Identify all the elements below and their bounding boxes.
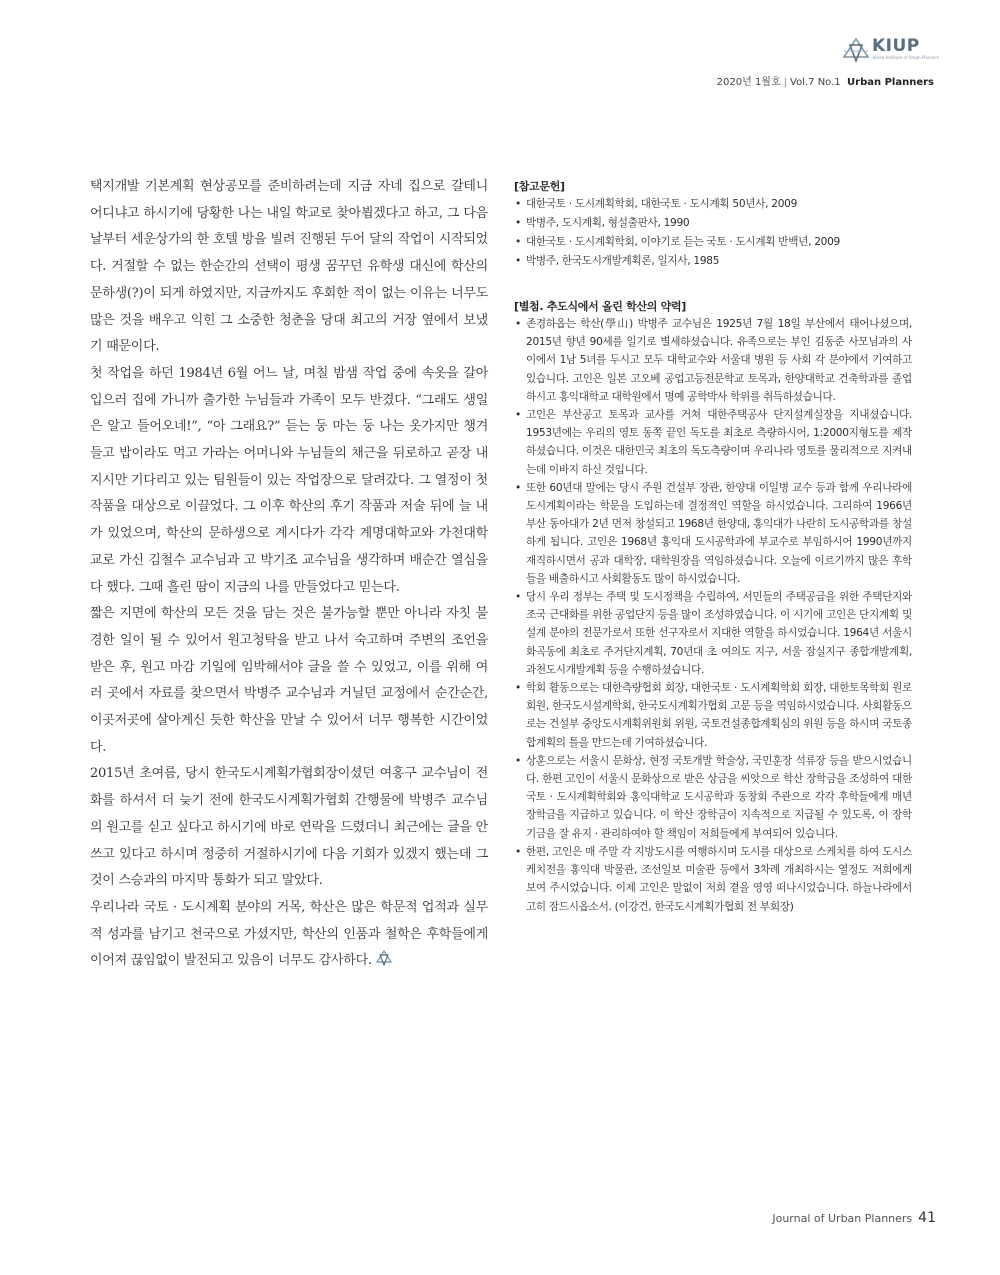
magazine-name: Urban Planners	[847, 77, 934, 88]
body-paragraph-last	[90, 895, 488, 975]
issue-date: 2020년 1월호	[716, 77, 781, 88]
biography-item: • 또한 60년대 말에는 당시 주원 건설부 장관, 한양대 이일병 교수 등과 함께 우리나라에 도시계획이라는 학문을 도입하는데 결정적인 역할을 하시었습니다. 그리하여 1966년 부산 동아대가 2년 먼저 창설되고 1968년 한양대, 홍익대가 나란히 도시공학과를 창설하게 됩니다. 고인은 1968년 홍익대 도시공학과에 부교수로 부임하시어 1990년까지 재직하시면서 공과 대학장, 대학원장을 역임하셨습니다. 오늘에 이르기까지 많은 후학들을 배출하시고 사회활동도 많이 하시었습니다.	[514, 479, 912, 588]
biography-list	[514, 315, 912, 916]
reference-item: • 박병주, 한국도시개발계획론, 일지사, 1985	[514, 252, 912, 271]
body-paragraph-text: 우리나라 국토 · 도시계획 분야의 거목, 학산은 많은 학문적 업적과 실무적 성과를 남기고 천국으로 가셨지만, 학산의 인품과 철학은 후학들에게 이어져 끊임없이 발전되고 있음이 너무도 감사하다.	[90, 899, 488, 969]
biography-item: • 한편, 고인은 매 주말 각 지방도시를 여행하시며 도시를 대상으로 스케치를 하여 도시스케치전을 홍익대 박물관, 조선일보 미술관 등에서 3차례 개최하시는 열정도 저희에게 보여 주시었습니다. 이제 고인은 말없이 저희 곁을 영영 떠나시었습니다. 하늘나라에서 고히 잠드시옵소서. (이강건, 한국도시계획가협회 전 부회장)	[514, 843, 912, 916]
body-paragraph: 2015년 초여름, 당시 한국도시계획가협회장이셨던 여홍구 교수님이 전화를 하셔서 더 늦기 전에 한국도시계획가협회 간행물에 박병주 교수님의 원고를 싣고 싶다고 하시기에 바로 연락을 드렸더니 최근에는 글을 안 쓰고 있다고 하시며 정중히 거절하시기에 다음 기회가 있겠지 했는데 그것이 스승과의 마지막 통화가 되고 말았다.	[90, 766, 488, 889]
page-number: 41	[918, 1210, 936, 1226]
sidebar-notes	[514, 178, 912, 916]
reference-item: • 박병주, 도시계획, 형설출판사, 1990	[514, 214, 912, 233]
kiup-end-mark-icon	[376, 950, 392, 966]
body-paragraph: 택지개발 기본계획 현상공모를 준비하려는데 지금 자네 집으로 갈테니 어디냐고 하시기에 당황한 나는 내일 학교로 찾아뵙겠다고 하고, 그 다음 날부터 세운상가의 한 호텔 방을 빌려 진행된 두어 달의 작업이 시작되었다. 거절할 수 없는 한순간의 선택이 평생 꿈꾸던 유학생 대신에 학산의 문하생(?)이 되게 하였지만, 지금까지도 후회한 적이 없는 이유는 너무도 많은 것을 배우고 익힌 그 소중한 청춘을 당대 최고의 거장 옆에서 보냈기 때문이다.	[90, 179, 488, 355]
journal-name: Journal of Urban Planners	[772, 1212, 913, 1225]
references-list	[514, 195, 912, 271]
biography-item: • 상훈으로는 서울시 문화상, 현정 국토개발 학술상, 국민훈장 석류장 등을 받으시었습니다. 한편 고인이 서울시 문화상으로 받은 상금을 씨앗으로 학산 장학금을 조성하여 대한국토 · 도시계획학회와 홍익대학교 도시공학과 동창회 주관으로 각각 후학들에게 매년 장학금을 지급하고 있습니다. 이 학산 장학금이 지속적으로 지급될 수 있도록, 이 장학기금을 잘 유지 · 관리하여야 할 책임이 저희들에게 부여되어 있습니다.	[514, 752, 912, 843]
article-body	[90, 174, 488, 975]
logo-text: KIUP	[872, 36, 920, 56]
biography-item: • 당시 우리 정부는 주택 및 도시정책을 수립하여, 서민들의 주택공급을 위한 주택단지와 조국 근대화를 위한 공업단지 등을 많이 조성하였습니다. 이 시기에 고인은 단지계획 및 설계 분야의 전문가로서 또한 선구자로서 지대한 역할을 하시었습니다. 1964년 서울시 화곡동에 최초로 주거단지계획, 70년대 초 여의도 지구, 서울 잠실지구 종합개발계획, 과천도시개발계획 등을 수행하셨습니다.	[514, 588, 912, 679]
biography-item: • 존경하옵는 학산(學山) 박병주 교수님은 1925년 7월 18일 부산에서 태어나셨으며, 2015년 향년 90세를 일기로 별세하셨습니다. 유족으로는 부인 김동준 사모님과의 사이에서 1남 5녀를 두시고 모두 대학교수와 서울대 병원 등 사회 각 분야에서 기여하고 있습니다. 고인은 일본 고오베 공업고등전문학교 토목과, 한양대학교 건축학과를 졸업하시고 홍익대학교 대학원에서 명예 공학박사 학위를 취득하셨습니다.	[514, 315, 912, 406]
body-paragraph: 첫 작업을 하던 1984년 6월 어느 날, 며칠 밤샘 작업 중에 속옷을 갈아입으러 집에 가니까 출가한 누님들과 가족이 모두 반겼다. “그래도 생일은 알고 들어오네!”, “아 그래요?” 듣는 둥 마는 둥 나는 옷가지만 챙겨 들고 밥이라도 먹고 가라는 어머니와 누님들의 채근을 뒤로하고 곧장 내 지시만 기다리고 있는 팀원들이 있는 작업장으로 달려갔다. 그 열정이 첫 작품을 대상으로 이끌었다. 그 이후 학산의 후기 작품과 저술 뒤에 늘 내가 있었으며, 학산의 문하생으로 계시다가 각각 계명대학교와 가천대학교로 가신 김철수 교수님과 고 박기조 교수님을 생각하며 배순간 열심을 다 했다. 그때 흘린 땀이 지금의 나를 만들었다고 믿는다.	[90, 365, 488, 595]
biography-heading: [별첨. 추도식에서 올린 학산의 약력]	[514, 300, 687, 313]
reference-item: • 대한국토 · 도시계획학회, 이야기로 듣는 국토 · 도시계획 반백년, 2009	[514, 233, 912, 252]
reference-item: • 대한국토 · 도시계획학회, 대한국토 · 도시계획 50년사, 2009	[514, 195, 912, 214]
references-heading: [참고문헌]	[514, 180, 565, 193]
page-footer	[772, 1210, 936, 1226]
issue-volume: Vol.7 No.1	[790, 77, 841, 88]
biography-item: • 고인은 부산공고 토목과 교사를 거쳐 대한주택공사 단지설계실장을 지내셨습니다. 1953년에는 우리의 영토 동쪽 끝인 독도를 최초로 측량하시어, 1:2000지형도를 제작하셨습니다. 이것은 대한민국 최초의 독도측량이며 우리나라 영토를 물리적으로 지켜내는데 이바지 하신 것입니다.	[514, 406, 912, 479]
biography-item: • 학회 활동으로는 대한측량협회 회장, 대한국토 · 도시계획학회 회장, 대한토목학회 원로 회원, 한국도시설계학회, 한국도시계획가협회 고문 등을 역임하시었습니다. 사회활동으로는 건설부 중앙도시계획위원회 위원, 국토건설종합계획심의 위원 등을 하시며 국토종합계획의 틀을 만드는데 기여하셨습니다.	[514, 679, 912, 752]
body-paragraph: 짧은 지면에 학산의 모든 것을 담는 것은 불가능할 뿐만 아니라 자칫 불경한 일이 될 수 있어서 원고청탁을 받고 나서 숙고하며 주변의 조언을 받은 후, 원고 마감 기일에 임박해서야 글을 쓸 수 있었고, 이를 위해 여러 곳에서 자료를 찾으면서 박병주 교수님과 거닐던 교정에서 순간순간, 이곳저곳에 살아계신 듯한 학산을 만날 수 있어서 너무 행복한 시간이었다.	[90, 606, 488, 755]
issue-line: 2020년 1월호 | Vol.7 No.1 Urban Planners	[716, 77, 934, 88]
kiup-logo	[842, 36, 942, 66]
logo-subtitle: Korea Institute of Urban Planners	[873, 55, 940, 60]
kiup-logo-icon	[842, 37, 870, 63]
